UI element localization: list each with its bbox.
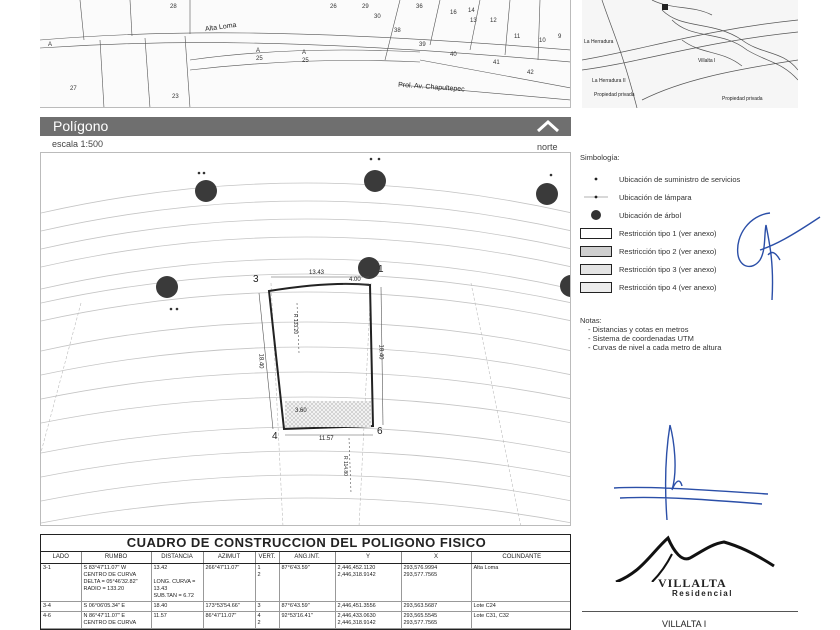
lot-label: A [256,48,261,54]
table-title: CUADRO DE CONSTRUCCION DEL POLIGONO FISICO [41,535,571,552]
note-line: - Distancias y cotas en metros [588,325,689,334]
map-label: La Herradura II [592,78,626,84]
lot-label: 26 [330,4,337,10]
restriction-1-swatch [580,228,612,239]
lot-label: 16 [450,10,457,16]
signature-bottom [612,420,772,530]
map-label: La Herradura [584,39,614,45]
column-header: AZIMUT [203,552,255,563]
location-map [582,0,798,108]
dimension-label: 4.00 [349,277,361,283]
map-label: Propiedad privada [722,96,763,102]
table-cell: Lote C24 [471,601,571,611]
dimension-label: 3.60 [295,408,307,414]
dimension-label: R 133.20 [292,313,299,335]
table-cell: 13.42 LONG. CURVA = 13.43 SUB.TAN = 6.72 [151,563,203,601]
dimension-label: R 114.80 [341,456,348,476]
dimension-label: 18.40 [377,344,384,360]
villalta-logo [612,532,778,602]
lot-label: 12 [490,18,497,24]
lot-label: 13 [470,18,477,24]
column-header: RUMBO [81,552,151,563]
table-cell: 2,446,433.0630 2,446,318.9142 [335,611,401,628]
table-cell: 11.57 [151,611,203,628]
table-cell: 3 [255,601,279,611]
dimension-label: 18.40 [257,353,264,369]
construction-table-grid [41,552,571,629]
table-cell: N 86°47'11.07" E CENTRO DE CURVA [81,611,151,628]
restriction-3-swatch [580,264,612,275]
lot-label: 39 [419,42,426,48]
lot-label: 38 [394,28,401,34]
table-cell: Alta Loma [471,563,571,601]
table-header-row [41,552,571,563]
legend-label: Ubicación de árbol [619,211,682,220]
collapse-button[interactable] [535,119,561,134]
table-row [41,563,571,601]
lot-label: 42 [527,70,534,76]
legend-label: Ubicación de suministro de servicios [619,175,741,184]
table-cell: S 06°06'05.34" E [81,601,151,611]
lot-label: 41 [493,60,500,66]
table-cell: 4 2 [255,611,279,628]
signature-top [730,205,825,305]
table-cell: S 83°47'11.07" W CENTRO DE CURVA DELTA = 05°46'32.82" RADIO = 133.20 [81,563,151,601]
dot-icon [580,174,612,185]
table-cell: 173°53'54.66" [203,601,255,611]
column-header: X [401,552,471,563]
lot-label: 25 [256,56,263,62]
sheet-name: VILLALTA I [662,619,707,629]
legend-label: Restricción tipo 4 (ver anexo) [619,283,717,292]
street-label-chapultepec: Prol. Av. Chapultepec [397,81,465,94]
table-cell: 2,446,451.3556 [335,601,401,611]
section-header [40,117,571,136]
dimension-label: 13.43 [309,270,325,276]
lamp-icon [580,192,612,203]
column-header: Y [335,552,401,563]
table-cell: 266°47'11.07" [203,563,255,601]
lot-label: 11 [514,34,521,40]
mountain-logo-icon [612,532,778,582]
lot-label: A [48,42,53,48]
note-line: - Sistema de coordenadas UTM [588,334,694,343]
legend-item [580,192,760,206]
lot-label: 29 [362,4,369,10]
lot-label: 30 [374,14,381,20]
construction-table [40,534,571,630]
table-row [41,611,571,628]
chevron-up-icon [535,119,561,134]
lot-label: 27 [70,86,77,92]
table-cell: 87°6'43.59" [279,601,335,611]
lot-label: A [302,50,307,56]
map-label: Villalta I [698,58,716,64]
column-header: VERT. [255,552,279,563]
logo-subtitle: Residencial [672,589,733,598]
north-label: norte [537,142,558,152]
lot-label: 40 [450,52,457,58]
logo-name: VILLALTA [658,576,727,590]
street-label-alta-loma: Alta Loma [204,21,237,34]
table-cell: 3-1 [41,563,81,601]
table-cell: 86°47'11.07" [203,611,255,628]
legend-label: Ubicación de lámpara [619,193,692,202]
table-cell: 293,576.9994 293,577.7565 [401,563,471,601]
vertex-label: 1 [378,264,384,275]
dimension-label: 11.57 [319,436,334,442]
restriction-2-swatch [580,246,612,257]
table-cell: 3-4 [41,601,81,611]
legend-title: Simbología: [580,153,620,162]
table-cell: Lote C31, C32 [471,611,571,628]
table-cell: 18.40 [151,601,203,611]
legend-label: Restricción tipo 2 (ver anexo) [619,247,717,256]
vertex-label: 4 [272,431,278,442]
tree-icon [580,210,612,221]
section-title: Polígono [53,118,109,134]
divider [582,611,798,612]
lot-label: 28 [170,4,177,10]
map-label: Propiedad privada [594,92,635,98]
table-cell: 293,565.5545 293,577.7565 [401,611,471,628]
lot-label: 36 [416,4,423,10]
table-cell: 293,563.5687 [401,601,471,611]
plan-drawing [41,153,571,526]
restriction-4-swatch [580,282,612,293]
table-cell: 92°53'16.41" [279,611,335,628]
lot-map [40,0,571,108]
column-header: LADO [41,552,81,563]
scale-label: escala 1:500 [52,139,104,149]
table-cell: 1 2 [255,563,279,601]
table-cell: 4-6 [41,611,81,628]
polygon-plan [40,152,571,526]
notes-title: Notas: [580,316,602,325]
lot-label: 25 [302,58,309,64]
table-cell: 87°6'43.59" [279,563,335,601]
table-row [41,601,571,611]
lot-label: 9 [558,34,562,40]
legend-label: Restricción tipo 3 (ver anexo) [619,265,717,274]
vertex-label: 3 [253,274,259,285]
lot-label: 14 [468,8,475,14]
lot-label: 10 [539,38,546,44]
table-cell: 2,446,452.1120 2,446,318.9142 [335,563,401,601]
notes [580,316,780,352]
note-line: - Curvas de nivel a cada metro de altura [588,343,722,352]
column-header: COLINDANTE [471,552,571,563]
column-header: ANG.INT. [279,552,335,563]
legend-label: Restricción tipo 1 (ver anexo) [619,229,717,238]
vertex-label: 6 [377,426,383,437]
column-header: DISTANCIA [151,552,203,563]
lot-label: 23 [172,94,179,100]
legend-item [580,174,760,188]
